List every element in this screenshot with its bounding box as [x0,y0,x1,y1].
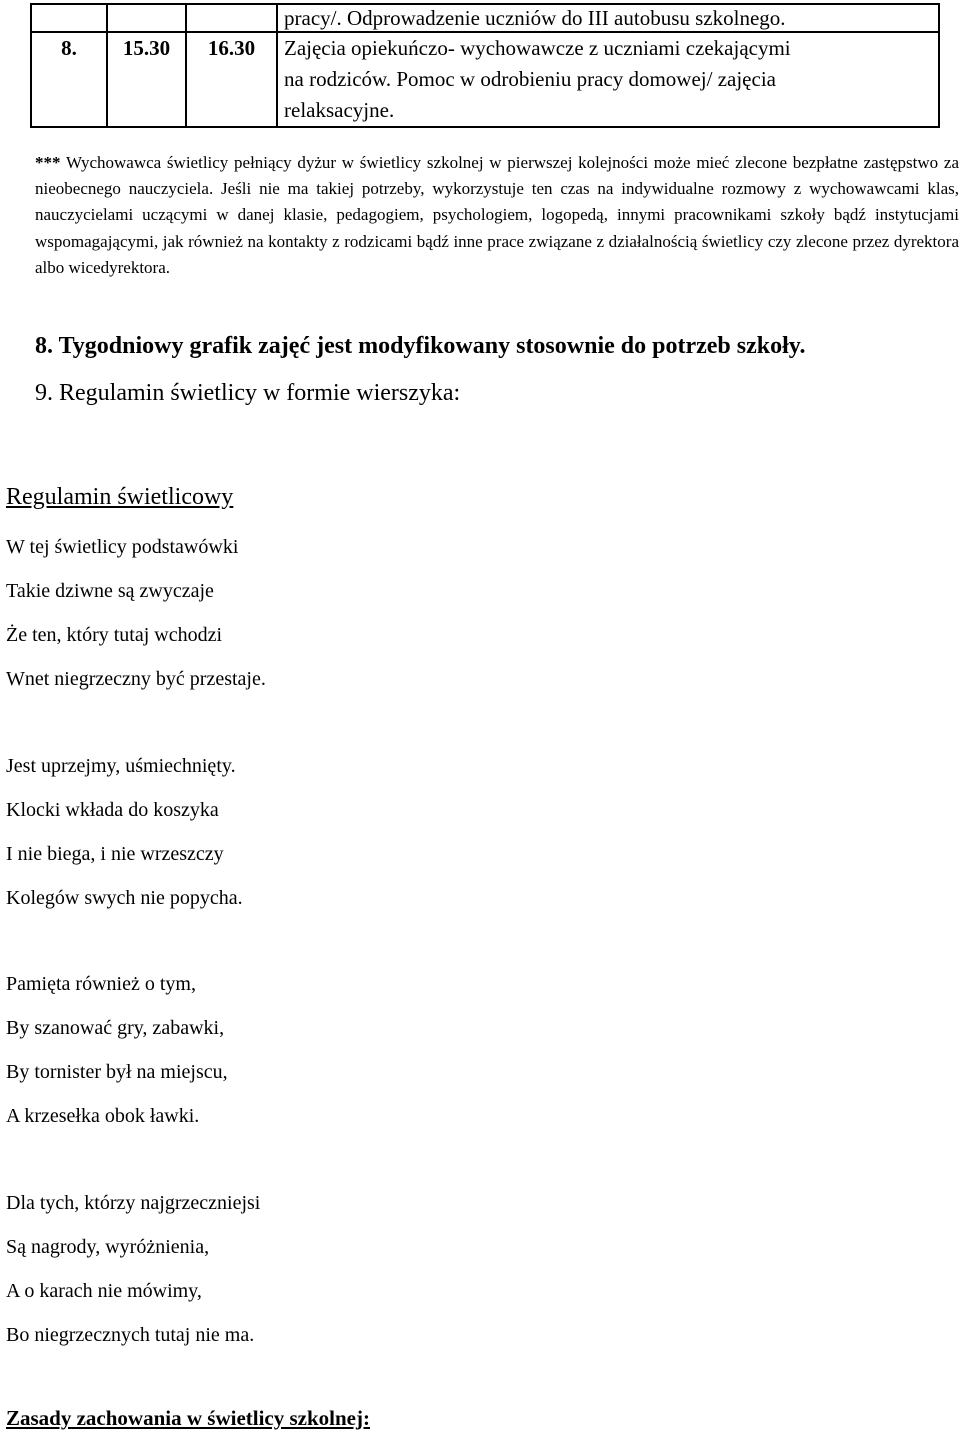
poem-line: Pamięta również o tym, [6,973,196,995]
end-time: 16.30 [186,32,277,127]
poem-title: Regulamin świetlicowy [6,484,234,510]
table-cell [107,4,186,32]
duty-note [35,150,959,281]
table-cell: pracy/. Odprowadzenie uczniów do III autobusu szkolnego. [277,4,939,32]
poem-line: Bo niegrzecznych tutaj nie ma. [6,1324,255,1346]
poem-line: Takie dziwne są zwyczaje [6,580,214,602]
poem-line: Kolegów swych nie popycha. [6,887,243,909]
activity-description [277,32,939,127]
poem-line: I nie biega, i nie wrzeszczy [6,843,224,865]
activity-line: Zajęcia opiekuńczo- wychowawcze z uczniami czekającymi [284,36,791,60]
table-cell [186,4,277,32]
table-row [31,4,939,32]
section-8-heading: 8. Tygodniowy grafik zajęć jest modyfikowany stosownie do potrzeb szkoły. [35,333,806,359]
rules-heading: Zasady zachowania w świetlicy szkolnej: [6,1406,370,1430]
poem-line: By tornister był na miejscu, [6,1061,228,1083]
section-9-heading: 9. Regulamin świetlicy w formie wierszyka: [35,380,461,406]
activity-line: na rodziców. Pomoc w odrobieniu pracy domowej/ zajęcia [284,67,776,91]
poem-line: By szanować gry, zabawki, [6,1017,225,1039]
table-cell [31,4,107,32]
poem-line: Klocki wkłada do koszyka [6,799,219,821]
row-number: 8. [31,32,107,127]
poem-stanza [6,750,243,926]
schedule-table [30,3,940,128]
poem-stanza [6,1187,260,1363]
poem-line: W tej świetlicy podstawówki [6,536,239,558]
note-text: Wychowawca świetlicy pełniący dyżur w świetlicy szkolnej w pierwszej kolejności może mieć zlecone bezpłatne zastępstwo za nieobecnego nauczyciela. Jeśli nie ma takiej potrzeby, wykorzystuje ten czas na indywidualne rozmowy z wychowawcami klas, nauczycielami uczącymi w danej klasie, pedagogiem, psychologiem, logopedą, innymi pracownikami szkoły bądź instytucjami wspomagającymi, jak również na kontakty z rodzicami bądź inne prace związane z działalnością świetlicy czy zlecone przez dyrektora albo wicedyrektora. [35,153,959,277]
note-stars: *** [35,153,61,172]
poem-stanza [6,968,228,1144]
table-row [31,32,939,127]
poem-line: Że ten, który tutaj wchodzi [6,624,223,646]
poem-line: Są nagrody, wyróżnienia, [6,1236,210,1258]
poem-line: A o karach nie mówimy, [6,1280,202,1302]
activity-line: relaksacyjne. [284,98,395,122]
poem-line: A krzesełka obok ławki. [6,1105,200,1127]
poem-line: Jest uprzejmy, uśmiechnięty. [6,755,236,777]
poem-line: Dla tych, którzy najgrzeczniejsi [6,1192,261,1214]
poem-stanza [6,531,266,707]
poem-line: Wnet niegrzeczny być przestaje. [6,668,266,690]
start-time: 15.30 [107,32,186,127]
